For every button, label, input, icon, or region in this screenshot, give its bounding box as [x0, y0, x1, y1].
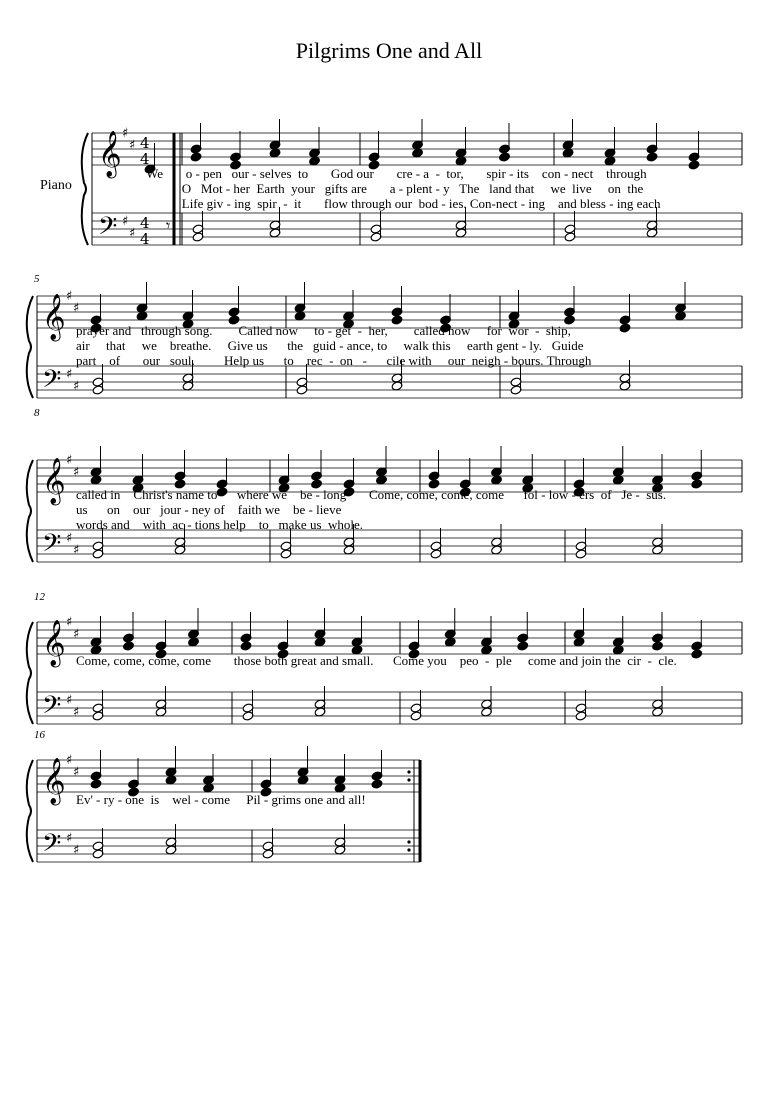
sharp-icon: ♯	[66, 693, 73, 708]
note-head	[499, 152, 511, 162]
note-head	[517, 641, 529, 651]
note-head	[309, 156, 321, 166]
treble-clef: 𝄞	[42, 620, 66, 666]
note-head	[165, 775, 177, 785]
rest: 𝄾	[166, 216, 171, 235]
sharp-icon: ♯	[66, 367, 73, 382]
treble-clef: 𝄞	[42, 294, 66, 340]
sharp-icon: ♯	[66, 453, 73, 468]
repeat-dot	[407, 840, 410, 843]
note-head	[297, 775, 309, 785]
sharp-icon: ♯	[66, 531, 73, 546]
note-head	[136, 311, 148, 321]
brace	[27, 460, 33, 562]
treble-clef: 𝄞	[98, 131, 122, 177]
note-head	[123, 641, 135, 651]
sharp-icon: ♯	[129, 138, 136, 153]
note-head	[412, 148, 424, 158]
note-head	[619, 323, 631, 333]
sharp-icon: ♯	[66, 615, 73, 630]
sharp-icon: ♯	[73, 465, 80, 480]
lyric-line: We o - pen our - selves to God our cre - a - tor, spir - its con - nect through	[146, 166, 647, 181]
bass-clef: 𝄢	[42, 829, 62, 864]
note-head	[190, 152, 202, 162]
lyric-line: O Mot - her Earth your gifts are a - plent - y The land that we live on the	[146, 181, 644, 196]
sharp-icon: ♯	[73, 627, 80, 642]
time-signature: 4	[140, 230, 150, 248]
note-head	[376, 475, 388, 485]
lyric-line: Ev' - ry - one is wel - come Pil - grims one and all!	[76, 792, 366, 807]
sharp-icon: ♯	[73, 843, 80, 858]
repeat-dot	[407, 770, 410, 773]
sharp-icon: ♯	[122, 214, 129, 229]
sharp-icon: ♯	[122, 126, 129, 141]
page-title: Pilgrims One and All	[295, 38, 483, 63]
bass-clef: 𝄢	[98, 212, 118, 247]
repeat-dot	[407, 778, 410, 781]
bass-clef: 𝄢	[42, 529, 62, 564]
note-head	[562, 148, 574, 158]
sharp-icon: ♯	[73, 705, 80, 720]
sharp-icon: ♯	[66, 753, 73, 768]
brace	[27, 296, 33, 398]
note-head	[688, 160, 700, 170]
lyric-line: called in Christ's name to where we be - long Come, come, come, come fol - low - ers of Je - sus.	[76, 487, 667, 502]
lyric-line: part of our soul. Help us to rec - on - cile with our neigh - bours. Through	[76, 353, 592, 368]
time-signature: 4	[140, 134, 150, 152]
measure-number: 5	[34, 273, 40, 285]
measure-number: 16	[34, 729, 45, 741]
note-head	[455, 156, 467, 166]
sharp-icon: ♯	[73, 379, 80, 394]
note-head	[691, 649, 703, 659]
lyric-line: us on our jour - ney of faith we be - lieve	[76, 502, 342, 517]
lyric-line: words and with ac - tions help to make us whole.	[76, 517, 364, 532]
lyric-line: air that we breathe. Give us the guid - ance, to walk this earth gent - ly. Guide	[76, 338, 584, 353]
note-head	[604, 156, 616, 166]
note-head	[444, 637, 456, 647]
bass-clef: 𝄢	[42, 365, 62, 400]
note-head	[652, 641, 664, 651]
time-signature: 4	[140, 150, 150, 168]
note-head	[371, 779, 383, 789]
measure-number: 12	[34, 591, 45, 603]
note-head	[691, 479, 703, 489]
sharp-icon: ♯	[129, 226, 136, 241]
note-head	[90, 779, 102, 789]
brace	[27, 760, 33, 862]
note-head	[314, 637, 326, 647]
brace	[82, 133, 88, 245]
time-signature: 4	[140, 214, 150, 232]
treble-clef: 𝄞	[42, 758, 66, 804]
bass-clef: 𝄢	[42, 691, 62, 726]
sharp-icon: ♯	[73, 765, 80, 780]
instrument-label: Piano	[40, 178, 72, 193]
sharp-icon: ♯	[66, 831, 73, 846]
lyric-line: prayer and through song. Called now to - get - her, called now for wor - ship,	[76, 323, 571, 338]
sharp-icon: ♯	[66, 289, 73, 304]
lyric-line: Life giv - ing spir - it flow through our bod - ies. Con-nect - ing and bless - ing each	[146, 196, 661, 211]
measure-number: 8	[34, 407, 40, 419]
note-head	[573, 637, 585, 647]
note-head	[90, 475, 102, 485]
note-head	[491, 475, 503, 485]
sharp-icon: ♯	[73, 301, 80, 316]
note-head	[240, 641, 252, 651]
note-head	[646, 152, 658, 162]
note-head	[269, 148, 281, 158]
repeat-dot	[407, 848, 410, 851]
sharp-icon: ♯	[73, 543, 80, 558]
treble-clef: 𝄞	[42, 458, 66, 504]
note-head	[188, 637, 200, 647]
note-head	[294, 311, 306, 321]
note-head	[612, 475, 624, 485]
lyric-line: Come, come, come, come those both great and small. Come you peo - ple come and join the cir - cle.	[76, 653, 677, 668]
brace	[27, 622, 33, 724]
note-head	[675, 311, 687, 321]
